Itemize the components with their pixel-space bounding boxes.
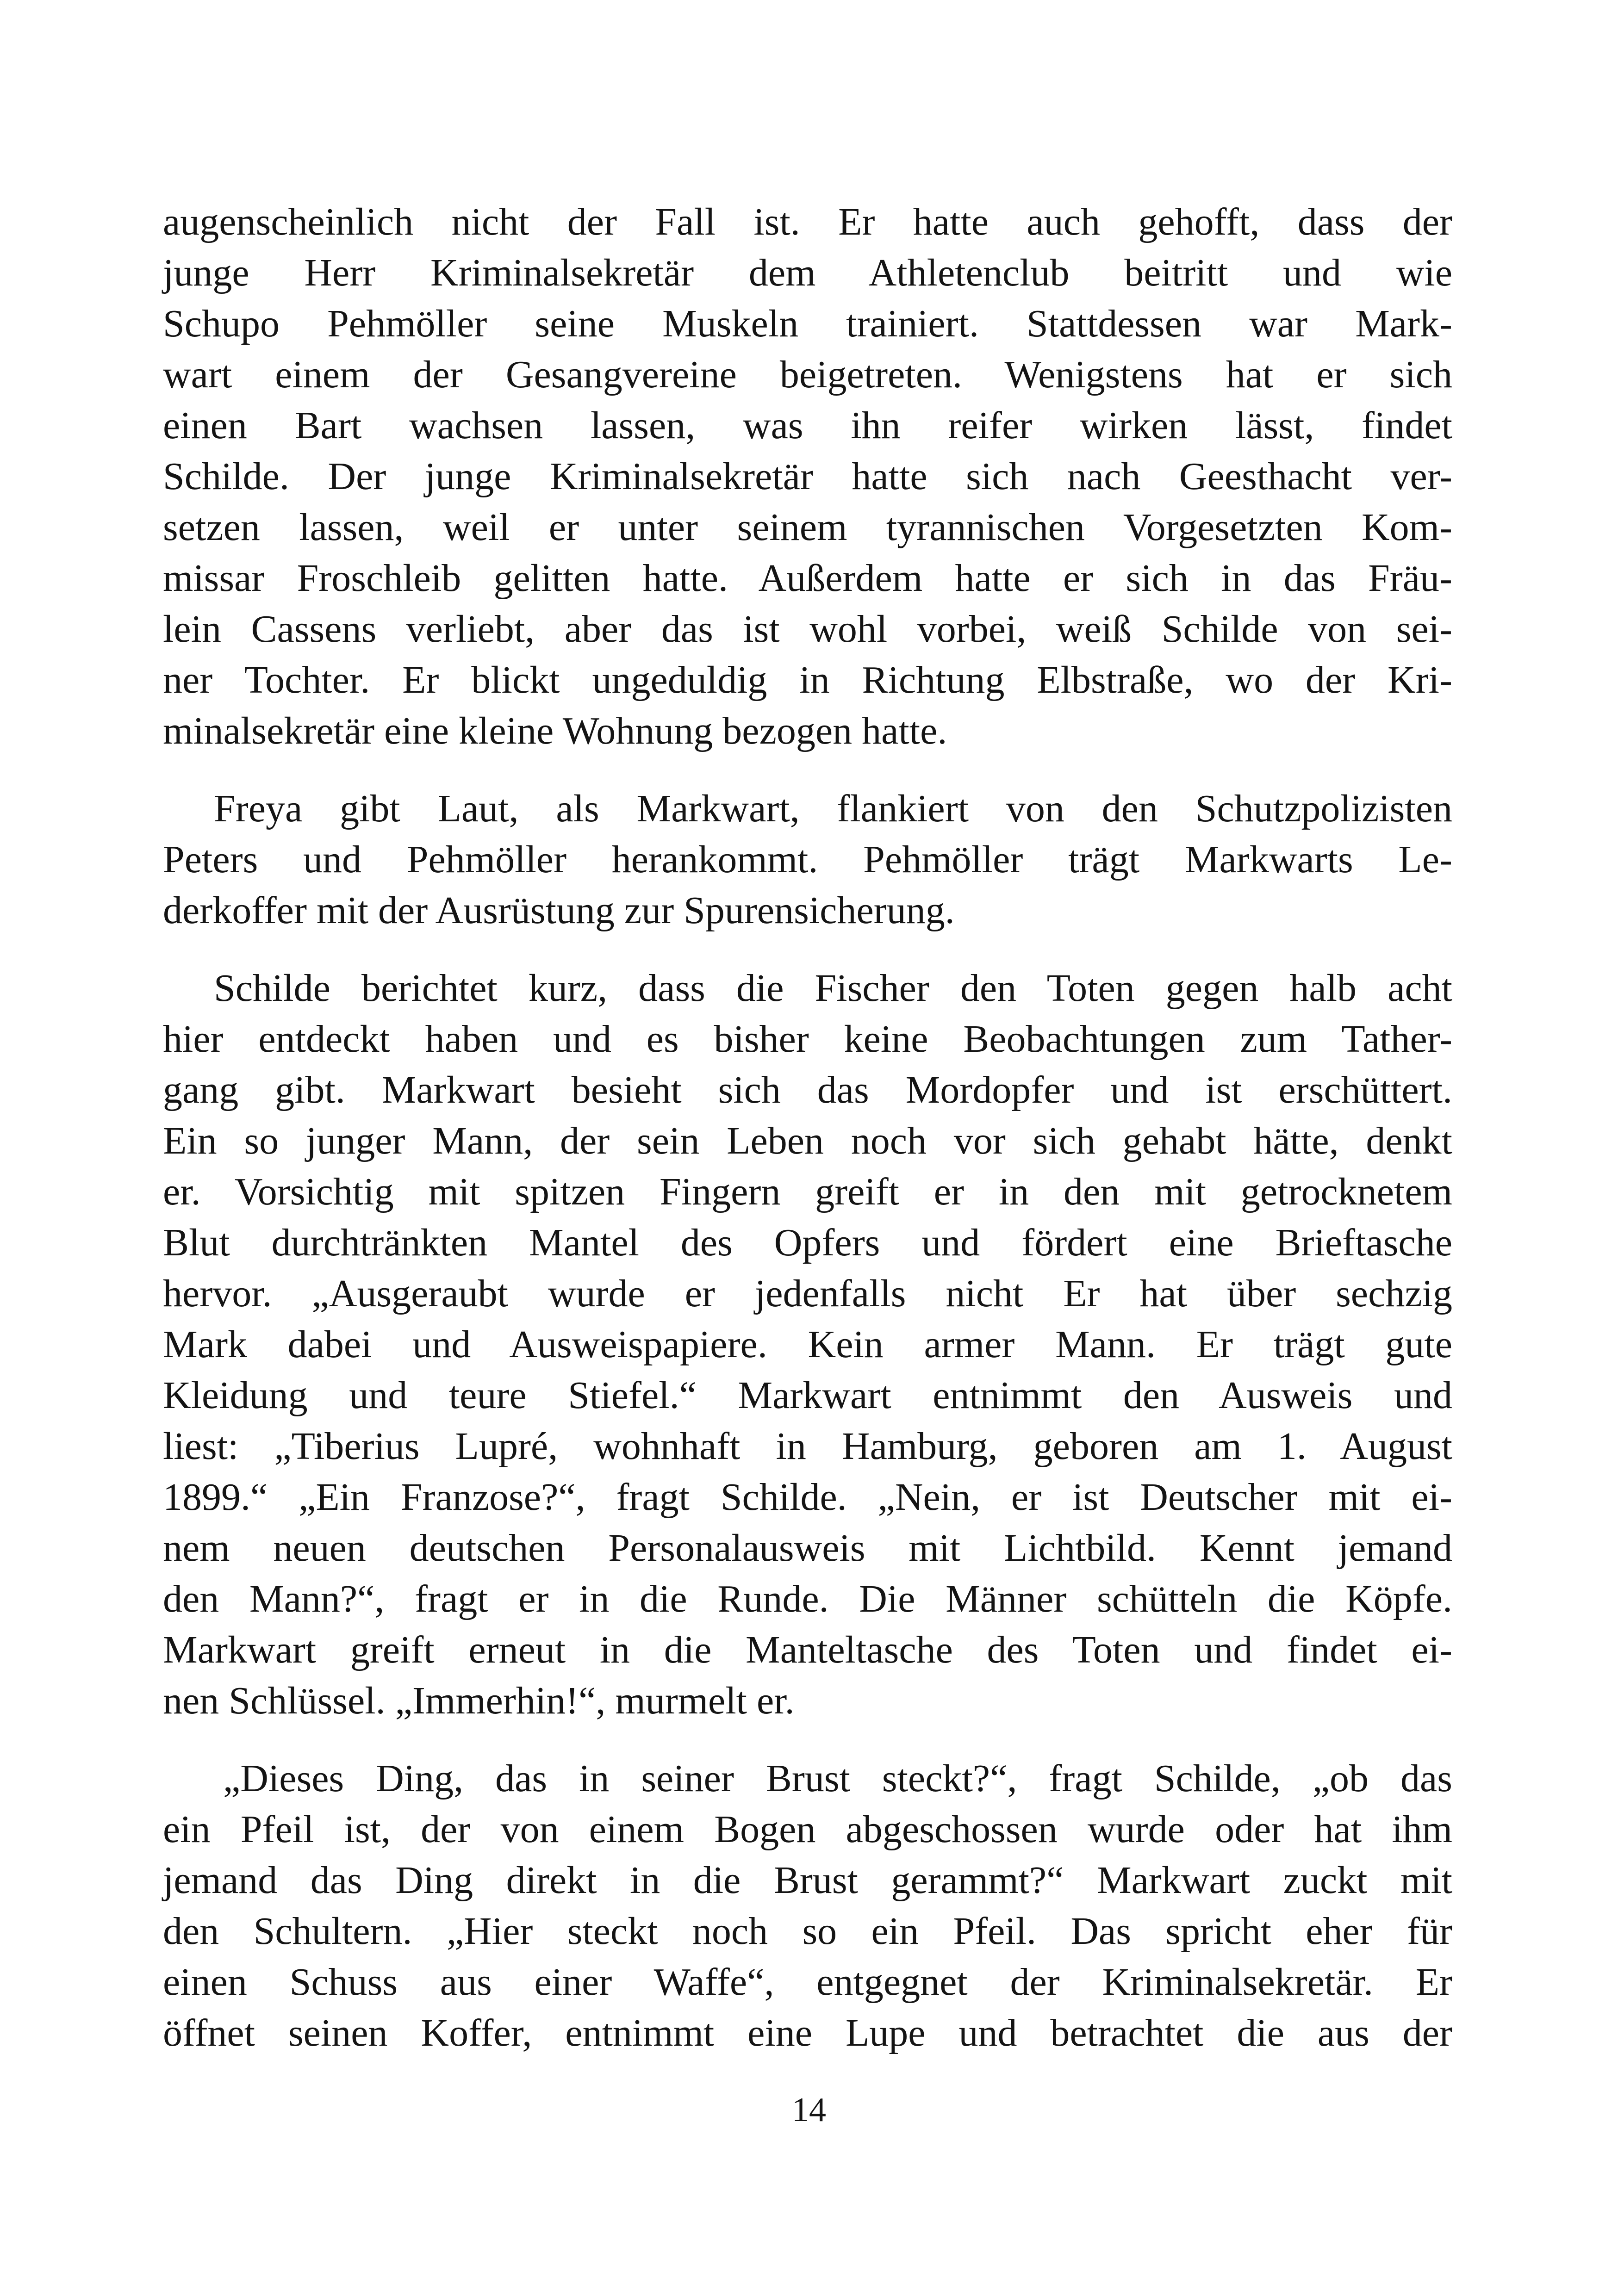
text-line: minalsekretär eine kleine Wohnung bezogen hatte. [163,709,947,752]
text-line: öffnet seinen Koffer, entnimmt eine Lupe und betrachtet die aus der [163,2011,1452,2054]
text-line: derkoffer mit der Ausrüstung zur Spurensicherung. [163,889,955,932]
paragraph-gap [163,936,1452,963]
paragraph-4 [163,1753,1452,2059]
text-line: Schilde berichtet kurz, dass die Fischer den Toten gegen halb acht [214,967,1452,1010]
text-line: Schupo Pehmöller seine Muskeln trainiert. Stattdessen war Mark- [163,302,1452,345]
text-line: setzen lassen, weil er unter seinem tyrannischen Vorgesetzten Kom- [163,506,1452,549]
page-number: 14 [792,2091,826,2129]
text-line: er. Vorsichtig mit spitzen Fingern greift er in den mit getrocknetem [163,1170,1452,1213]
paragraph-3 [163,963,1452,1726]
text-line: den Mann?“, fragt er in die Runde. Die Männer schütteln die Köpfe. [163,1577,1452,1620]
text-line: hier entdeckt haben und es bisher keine Beobachtungen zum Tather- [163,1018,1452,1061]
text-line: gang gibt. Markwart besieht sich das Mordopfer und ist erschüttert. [163,1068,1452,1111]
text-line: lein Cassens verliebt, aber das ist wohl vorbei, weiß Schilde von sei- [163,608,1452,651]
text-line: einen Bart wachsen lassen, was ihn reifer wirken lässt, findet [163,404,1452,447]
text-line: Schilde. Der junge Kriminalsekretär hatte sich nach Geesthacht ver- [163,455,1452,498]
text-line: augenscheinlich nicht der Fall ist. Er hatte auch gehofft, dass der [163,200,1452,243]
text-line: hervor. „Ausgeraubt wurde er jedenfalls nicht Er hat über sechzig [163,1272,1452,1315]
text-line: ein Pfeil ist, der von einem Bogen abgeschossen wurde oder hat ihm [163,1808,1452,1851]
text-line: Ein so junger Mann, der sein Leben noch vor sich gehabt hätte, denkt [163,1119,1452,1162]
text-line: Peters und Pehmöller herankommt. Pehmöller trägt Markwarts Le- [163,838,1452,881]
text-line: Freya gibt Laut, als Markwart, flankiert von den Schutzpolizisten [214,787,1452,830]
text-line: liest: „Tiberius Lupré, wohnhaft in Hamburg, geboren am 1. August [163,1425,1452,1468]
text-line: nen Schlüssel. „Immerhin!“, murmelt er. [163,1679,795,1722]
text-line: wart einem der Gesangvereine beigetreten. Wenigstens hat er sich [163,353,1452,396]
text-line: missar Froschleib gelitten hatte. Außerdem hatte er sich in das Fräu- [163,557,1452,600]
paragraph-1 [163,197,1452,757]
paragraph-gap [163,1726,1452,1753]
text-line: 1899.“ „Ein Franzose?“, fragt Schilde. „Nein, er ist Deutscher mit ei- [163,1476,1452,1519]
text-line: nem neuen deutschen Personalausweis mit Lichtbild. Kennt jemand [163,1527,1452,1570]
text-line: ner Tochter. Er blickt ungeduldig in Richtung Elbstraße, wo der Kri- [163,658,1452,701]
paragraph-gap [163,757,1452,783]
text-line: jemand das Ding direkt in die Brust gerammt?“ Markwart zuckt mit [163,1859,1452,1902]
text-line: Kleidung und teure Stiefel.“ Markwart entnimmt den Ausweis und [163,1374,1452,1417]
text-line: Blut durchtränkten Mantel des Opfers und fördert eine Brieftasche [163,1221,1452,1264]
text-line: Markwart greift erneut in die Manteltasche des Toten und findet ei- [163,1628,1452,1671]
text-line: den Schultern. „Hier steckt noch so ein Pfeil. Das spricht eher für [163,1910,1452,1953]
text-line: „Dieses Ding, das in seiner Brust steckt?“, fragt Schilde, „ob das [223,1757,1452,1800]
paragraph-2 [163,783,1452,936]
text-line: Mark dabei und Ausweispapiere. Kein armer Mann. Er trägt gute [163,1323,1452,1366]
page-body [163,197,1452,2059]
text-line: junge Herr Kriminalsekretär dem Athletenclub beitritt und wie [163,251,1452,294]
text-line: einen Schuss aus einer Waffe“, entgegnet der Kriminalsekretär. Er [163,1961,1452,2004]
